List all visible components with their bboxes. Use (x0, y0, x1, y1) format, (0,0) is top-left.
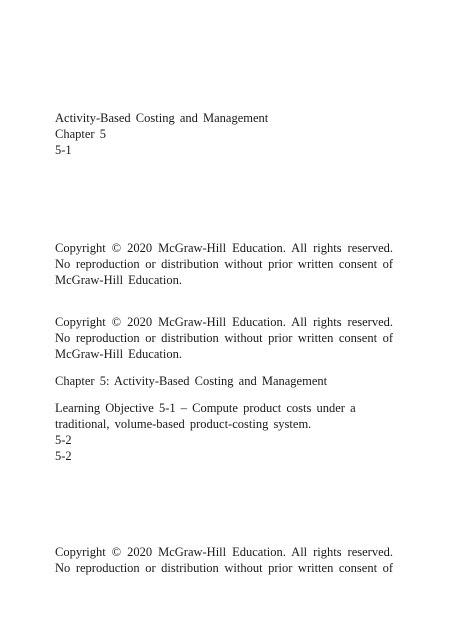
learning-objective-line: Learning Objective 5-1 – Compute product costs under a (55, 401, 356, 415)
copyright-line: McGraw-Hill Education. (55, 273, 182, 287)
learning-objective-line: traditional, volume-based product-costing system. (55, 417, 312, 431)
copyright-line: Copyright © 2020 McGraw-Hill Education. All rights reserved. (55, 241, 393, 255)
chapter-heading: Chapter 5: Activity-Based Costing and Management (55, 374, 328, 388)
copyright-line: No reproduction or distribution without prior written consent of (55, 561, 393, 575)
copyright-line: McGraw-Hill Education. (55, 347, 182, 361)
copyright-line: Copyright © 2020 McGraw-Hill Education. All rights reserved. (55, 545, 393, 559)
copyright-line: No reproduction or distribution without prior written consent of (55, 257, 393, 271)
copyright-line: No reproduction or distribution without prior written consent of (55, 331, 393, 345)
copyright-line: Copyright © 2020 McGraw-Hill Education. All rights reserved. (55, 315, 393, 329)
slide-number: 5-2 (55, 449, 72, 463)
slide-number: 5-2 (55, 433, 72, 447)
chapter-label: Chapter 5 (55, 127, 106, 141)
document-title: Activity-Based Costing and Management (55, 111, 269, 125)
slide-number: 5-1 (55, 143, 72, 157)
